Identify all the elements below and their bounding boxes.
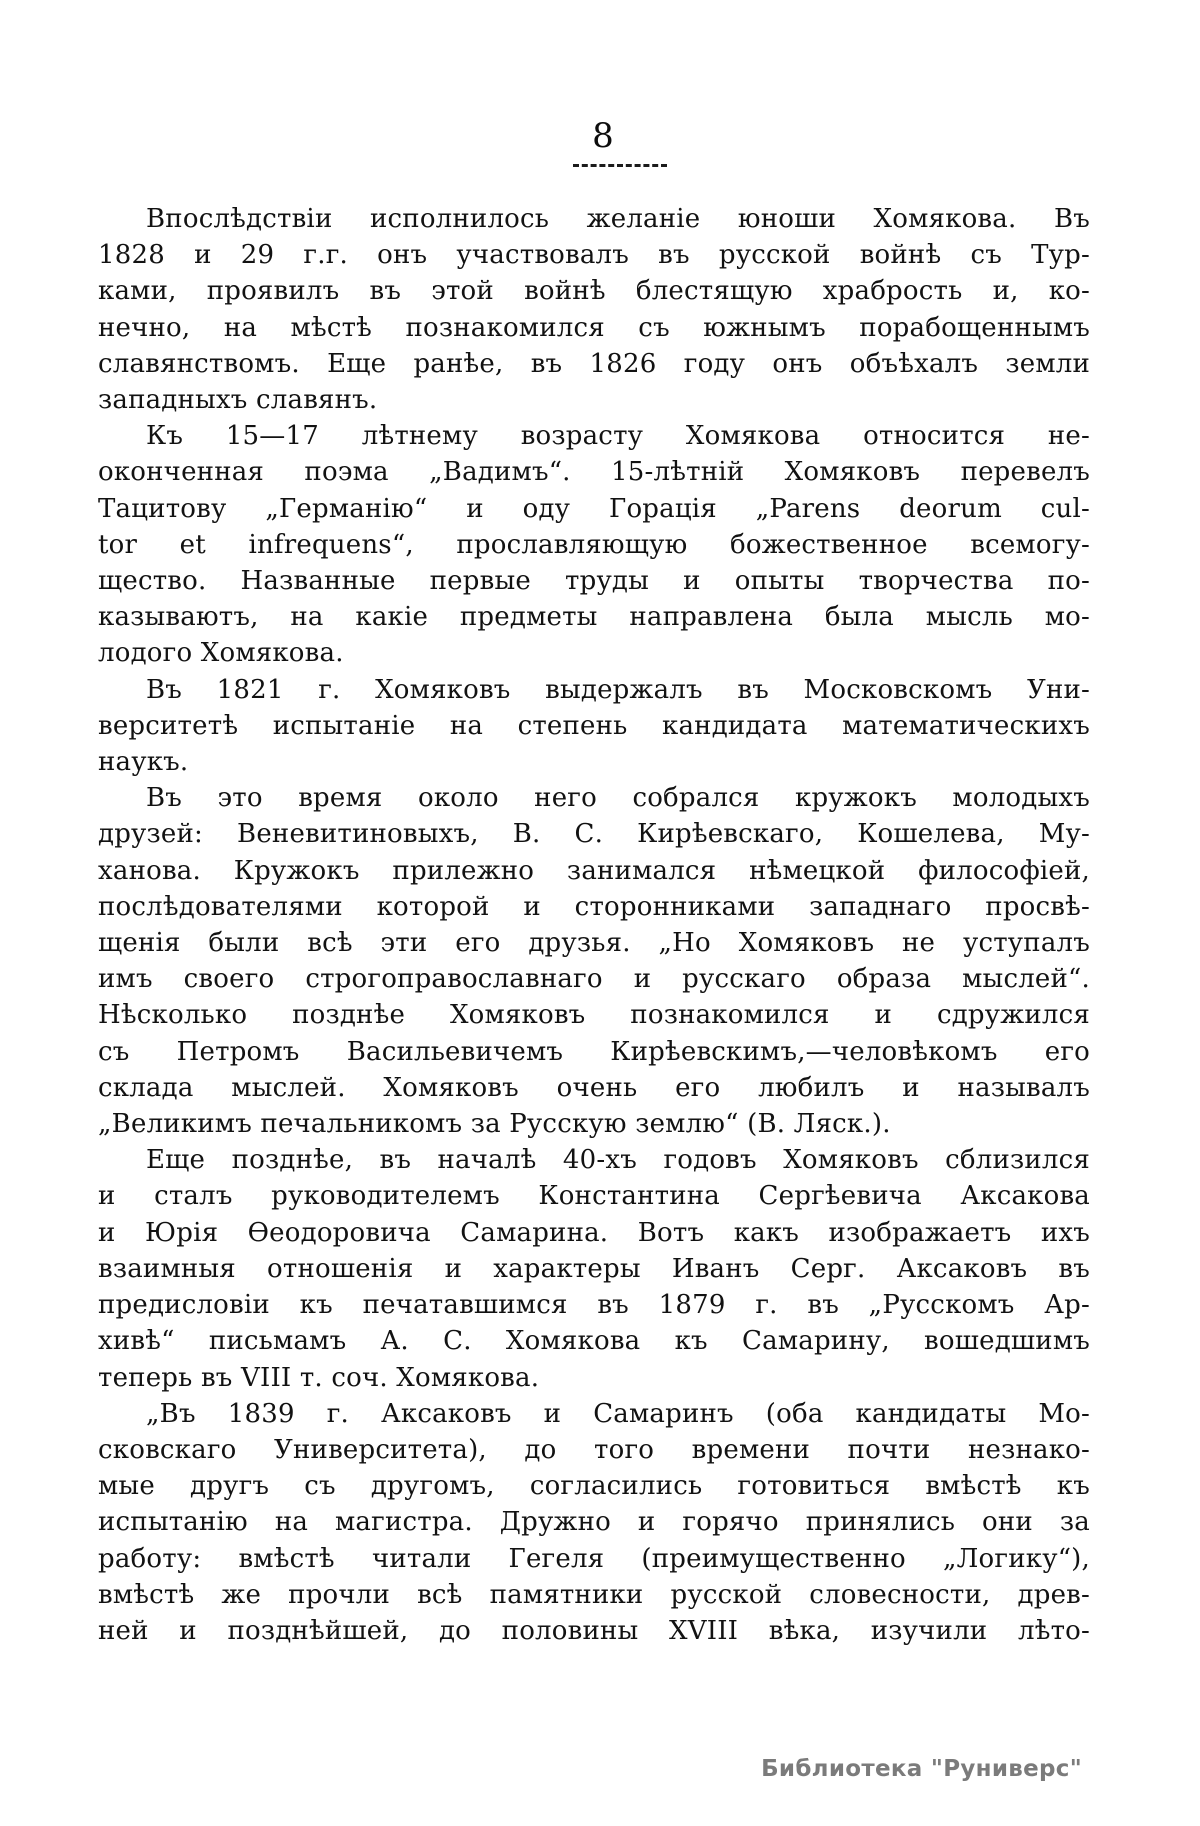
text-line: ней и позднѣйшей, до половины XVIII вѣка, изучили лѣто- — [98, 1615, 1090, 1646]
text-line: казываютъ, на какіе предметы направлена была мысль мо- — [98, 602, 1090, 633]
text-line: наукъ. — [98, 747, 189, 778]
text-line: Въ 1821 г. Хомяковъ выдержалъ въ Московскомъ Уни- — [146, 674, 1090, 705]
text-line: славянствомъ. Еще ранѣе, въ 1826 году онъ объѣхалъ земли — [98, 348, 1090, 379]
text-line: щенія были всѣ эти его друзья. „Но Хомяковъ не уступалъ — [98, 928, 1090, 959]
text-line: взаимныя отношенія и характеры Иванъ Серг. Аксаковъ въ — [98, 1253, 1090, 1284]
text-line: склада мыслей. Хомяковъ очень его любилъ и называлъ — [98, 1072, 1090, 1103]
paragraph — [98, 672, 1090, 781]
text-line: Тацитову „Германію“ и оду Горація „Parens deorum cul- — [98, 493, 1090, 524]
text-line: щество. Названные первые труды и опыты творчества по- — [98, 566, 1090, 597]
text-line: Нѣсколько позднѣе Хомяковъ познакомился и сдружился — [98, 1000, 1090, 1031]
text-line: теперь въ VIII т. соч. Хомякова. — [98, 1362, 540, 1393]
text-line: оконченная поэма „Вадимъ“. 15-лѣтній Хомяковъ перевелъ — [98, 457, 1090, 488]
text-line: испытанію на магистра. Дружно и горячо принялись они за — [98, 1507, 1090, 1538]
text-line: предисловіи къ печатавшимся въ 1879 г. въ „Русскомъ Ар- — [98, 1290, 1090, 1321]
text-line: сковскаго Университета), до того времени почти незнако- — [98, 1434, 1090, 1465]
paragraph — [98, 418, 1090, 671]
text-line: верситетѣ испытаніе на степень кандидата математическихъ — [98, 710, 1090, 741]
text-line: „Великимъ печальникомъ за Русскую землю“ (В. Ляск.). — [98, 1109, 891, 1140]
text-line: вмѣстѣ же прочли всѣ памятники русской словесности, древ- — [98, 1579, 1090, 1610]
text-line: послѣдователями которой и сторонниками западнаго просвѣ- — [98, 891, 1090, 922]
text-line: Въ это время около него собрался кружокъ молодыхъ — [146, 783, 1090, 814]
text-line: друзей: Веневитиновыхъ, В. С. Кирѣевскаго, Кошелева, Му- — [98, 819, 1090, 850]
text-line: лодого Хомякова. — [98, 638, 344, 669]
paragraph — [98, 201, 1090, 418]
text-line: 1828 и 29 г.г. онъ участвовалъ въ русской войнѣ съ Тур- — [98, 240, 1090, 271]
text-line: имъ своего строгоправославнаго и русскаго образа мыслей“. — [98, 964, 1090, 995]
text-line: мые другъ съ другомъ, согласились готовиться вмѣстѣ къ — [98, 1471, 1090, 1502]
text-line: и сталъ руководителемъ Константина Сергѣевича Аксакова — [98, 1181, 1090, 1212]
text-line: нечно, на мѣстѣ познакомился съ южнымъ порабощеннымъ — [98, 312, 1090, 343]
text-line: ками, проявилъ въ этой войнѣ блестящую храбрость и, ко- — [98, 276, 1090, 307]
text-line: „Въ 1839 г. Аксаковъ и Самаринъ (оба кандидаты Мо- — [146, 1398, 1090, 1429]
text-line: ханова. Кружокъ прилежно занимался нѣмецкой философіей, — [98, 855, 1090, 886]
header-rule-marks — [573, 164, 667, 167]
text-line: съ Петромъ Васильевичемъ Кирѣевскимъ,—человѣкомъ его — [98, 1036, 1090, 1067]
text-line: и Юрія Ѳеодоровича Самарина. Вотъ какъ изображаетъ ихъ — [98, 1217, 1090, 1248]
text-line: хивѣ“ письмамъ А. С. Хомякова къ Самарину, вошедшимъ — [98, 1326, 1090, 1357]
paragraph — [98, 780, 1090, 1142]
page-number: 8 — [592, 116, 614, 156]
library-watermark: Библиотека "Руниверс" — [761, 1756, 1082, 1782]
text-block — [98, 201, 1090, 1649]
text-line: tor et infrequens“, прославляющую божественное всемогу- — [98, 529, 1090, 560]
text-line: Къ 15—17 лѣтнему возрасту Хомякова относится не- — [146, 421, 1090, 452]
paragraph — [98, 1396, 1090, 1649]
text-line: Впослѣдствіи исполнилось желаніе юноши Хомякова. Въ — [146, 204, 1090, 234]
text-line: западныхъ славянъ. — [98, 385, 378, 416]
text-line: работу: вмѣстѣ читали Гегеля (преимущественно „Логику“), — [98, 1543, 1090, 1574]
paragraph — [98, 1142, 1090, 1395]
text-line: Еще позднѣе, въ началѣ 40-хъ годовъ Хомяковъ сблизился — [146, 1145, 1090, 1176]
